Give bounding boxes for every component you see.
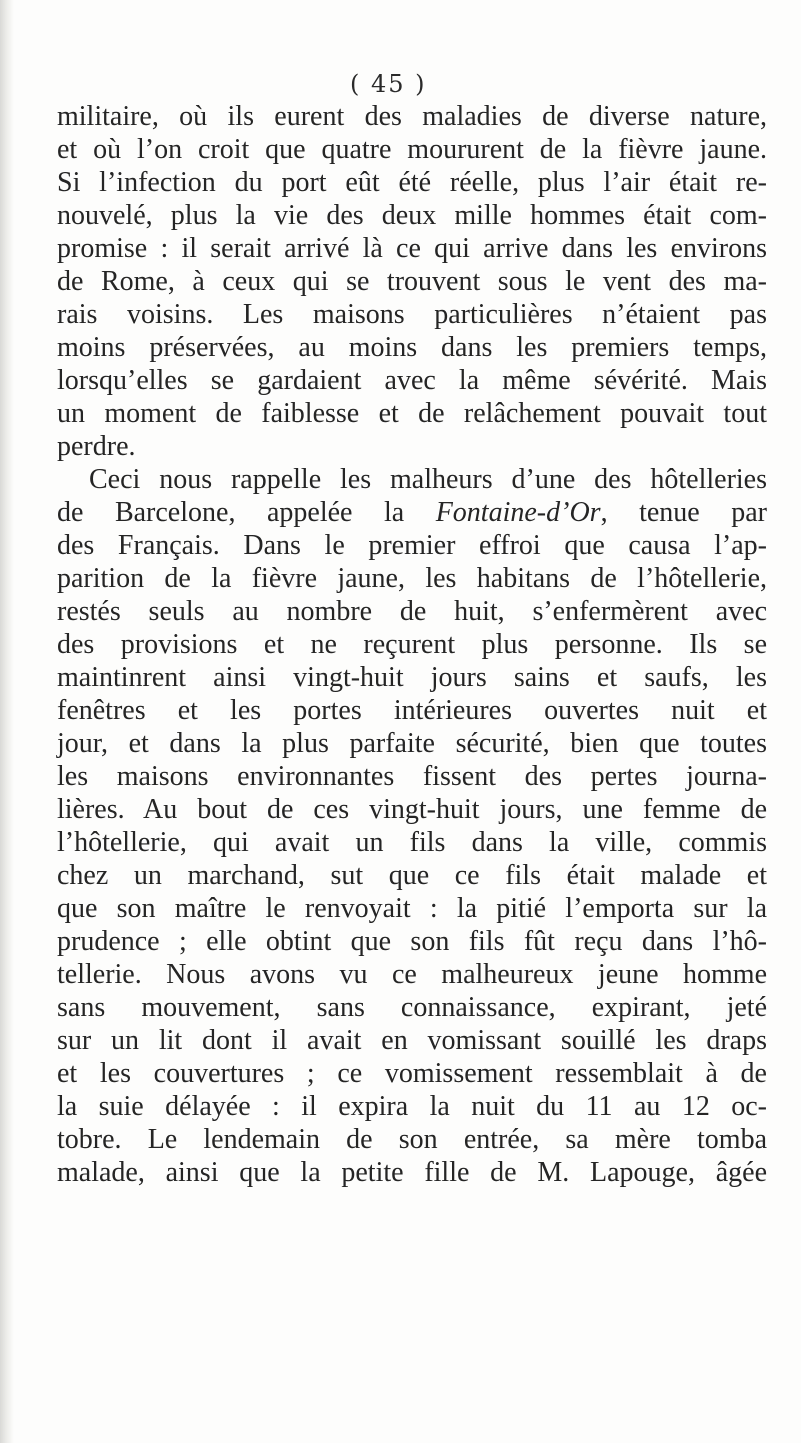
text-line: Si l’infection du port eût été réelle, plus l’air était re- — [57, 167, 767, 198]
text-line: parition de la fièvre jaune, les habitans de l’hôtellerie, — [57, 563, 767, 594]
text-line: un moment de faiblesse et de relâchement pouvait tout — [57, 398, 767, 429]
text-line: la suie délayée : il expira la nuit du 11 au 12 oc- — [57, 1091, 767, 1122]
text-line — [57, 496, 767, 529]
text-line: malade, ainsi que la petite fille de M. Lapouge, âgée — [57, 1157, 767, 1188]
text-line: tellerie. Nous avons vu ce malheureux jeune homme — [57, 959, 767, 990]
text-line: tobre. Le lendemain de son entrée, sa mère tomba — [57, 1124, 767, 1155]
text-line: rais voisins. Les maisons particulières n’étaient pas — [57, 299, 767, 330]
text-line: promise : il serait arrivé là ce qui arrive dans les environs — [57, 233, 767, 264]
text-line: chez un marchand, sut que ce fils était malade et — [57, 860, 767, 891]
text-line: fenêtres et les portes intérieures ouvertes nuit et — [57, 695, 767, 726]
text-segment: de Barcelone, appelée la — [57, 497, 436, 528]
text-line: des Français. Dans le premier effroi que causa l’ap- — [57, 530, 767, 561]
page-binding-shadow — [0, 0, 14, 1443]
text-line: et où l’on croit que quatre moururent de la fièvre jaune. — [57, 134, 767, 165]
text-line: perdre. — [57, 431, 136, 462]
text-line: moins préservées, au moins dans les premiers temps, — [57, 332, 767, 363]
text-line: nouvelé, plus la vie des deux mille hommes était com- — [57, 200, 767, 231]
text-line: et les couvertures ; ce vomissement ressemblait à de — [57, 1058, 767, 1089]
text-line: les maisons environnantes fissent des pertes journa- — [57, 761, 767, 792]
text-line: militaire, où ils eurent des maladies de diverse nature, — [57, 101, 767, 132]
text-line: jour, et dans la plus parfaite sécurité, bien que toutes — [57, 728, 767, 759]
text-line: de Rome, à ceux qui se trouvent sous le vent des ma- — [57, 266, 767, 297]
text-line: des provisions et ne reçurent plus personne. Ils se — [57, 629, 767, 660]
text-line: restés seuls au nombre de huit, s’enfermèrent avec — [57, 596, 767, 627]
text-line: l’hôtellerie, qui avait un fils dans la ville, commis — [57, 827, 767, 858]
body-text — [57, 100, 767, 1189]
hotel-name: Fontaine-d’Or — [435, 497, 601, 528]
text-line: sur un lit dont il avait en vomissant souillé les draps — [57, 1025, 767, 1056]
text-line: lorsqu’elles se gardaient avec la même sévérité. Mais — [57, 365, 767, 396]
text-line: prudence ; elle obtint que son fils fût reçu dans l’hô- — [57, 926, 767, 957]
text-line: Ceci nous rappelle les malheurs d’une des hôtelleries — [89, 464, 767, 495]
text-line: que son maître le renvoyait : la pitié l’emporta sur la — [57, 893, 767, 924]
text-line: sans mouvement, sans connaissance, expirant, jeté — [57, 992, 767, 1023]
text-line: maintinrent ainsi vingt-huit jours sains et saufs, les — [57, 662, 767, 693]
page-number: ( 45 ) — [350, 70, 427, 98]
text-segment: , tenue par — [600, 497, 767, 528]
text-line: lières. Au bout de ces vingt-huit jours, une femme de — [57, 794, 767, 825]
